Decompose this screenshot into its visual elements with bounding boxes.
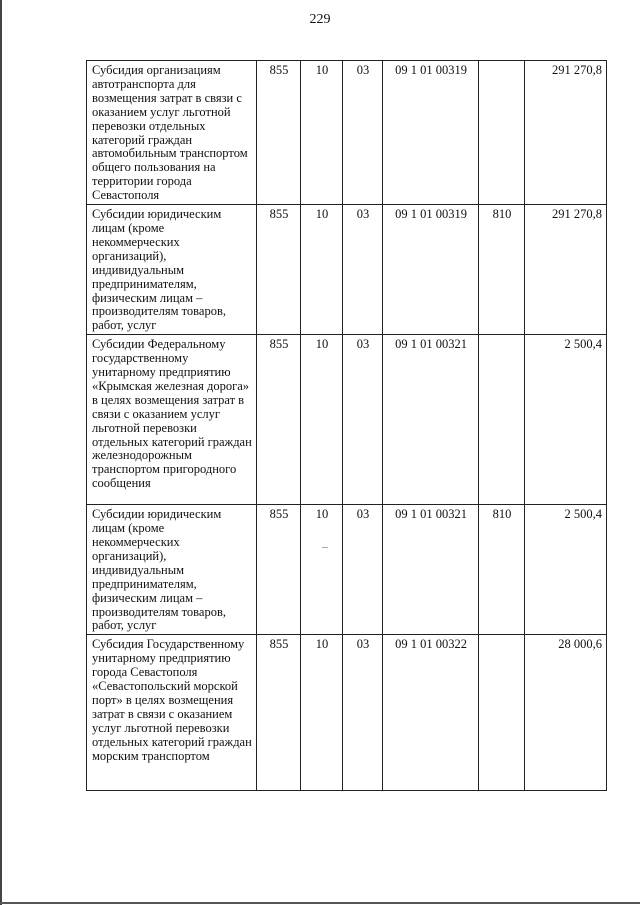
expense-type-cell: 810: [479, 505, 525, 635]
section-code-cell: 10: [301, 505, 343, 635]
table-row: [87, 61, 607, 205]
expense-type-cell: [479, 335, 525, 505]
section-code-cell: 10: [301, 335, 343, 505]
subsection-code-cell: 03: [343, 205, 383, 335]
admin-code-cell: 855: [257, 635, 301, 791]
target-article-cell: 09 1 01 00319: [383, 61, 479, 205]
row-name-cell: Субсидии юридическим лицам (кроме некоммерческих организаций), индивидуальным предпринимателям, физическим лицам – производителям товаров, работ, услуг: [87, 505, 257, 635]
expense-type-cell: 810: [479, 205, 525, 335]
table-row: [87, 635, 607, 791]
admin-code-cell: 855: [257, 205, 301, 335]
subsection-code-cell: 03: [343, 505, 383, 635]
target-article-cell: 09 1 01 00319: [383, 205, 479, 335]
section-code-cell: 10: [301, 635, 343, 791]
amount-cell: 2 500,4: [525, 335, 607, 505]
row-name-cell: Субсидия организациям автотранспорта для возмещения затрат в связи с оказанием услуг льготной перевозки отдельных категорий граждан автомобильным транспортом общего пользования на территории города Севастополя: [87, 61, 257, 205]
scan-mark: [322, 547, 328, 548]
scan-edge-left: [0, 0, 2, 905]
table-row: [87, 505, 607, 635]
section-code-cell: 10: [301, 205, 343, 335]
row-name-cell: Субсидия Государственному унитарному предприятию города Севастополя «Севастопольский морской порт» в целях возмещения затрат в связи с оказанием услуг льготной перевозки отдельных категорий граждан морским транспортом: [87, 635, 257, 791]
subsection-code-cell: 03: [343, 61, 383, 205]
row-name-cell: Субсидии Федеральному государственному унитарному предприятию «Крымская железная дорога» в целях возмещения затрат в связи с оказанием услуг льготной перевозки отдельных категорий граждан железнодорожным транспортом пригородного сообщения: [87, 335, 257, 505]
target-article-cell: 09 1 01 00321: [383, 335, 479, 505]
amount-cell: 2 500,4: [525, 505, 607, 635]
table-row: [87, 335, 607, 505]
admin-code-cell: 855: [257, 505, 301, 635]
admin-code-cell: 855: [257, 335, 301, 505]
scan-edge-bottom: [0, 902, 640, 904]
budget-table: [86, 60, 607, 791]
amount-cell: 291 270,8: [525, 205, 607, 335]
target-article-cell: 09 1 01 00321: [383, 505, 479, 635]
expense-type-cell: [479, 635, 525, 791]
table-row: [87, 205, 607, 335]
page-number: 229: [309, 12, 331, 27]
admin-code-cell: 855: [257, 61, 301, 205]
expense-type-cell: [479, 61, 525, 205]
row-name-cell: Субсидии юридическим лицам (кроме некоммерческих организаций), индивидуальным предпринимателям, физическим лицам – производителям товаров, работ, услуг: [87, 205, 257, 335]
section-code-cell: 10: [301, 61, 343, 205]
amount-cell: 28 000,6: [525, 635, 607, 791]
subsection-code-cell: 03: [343, 635, 383, 791]
amount-cell: 291 270,8: [525, 61, 607, 205]
subsection-code-cell: 03: [343, 335, 383, 505]
target-article-cell: 09 1 01 00322: [383, 635, 479, 791]
